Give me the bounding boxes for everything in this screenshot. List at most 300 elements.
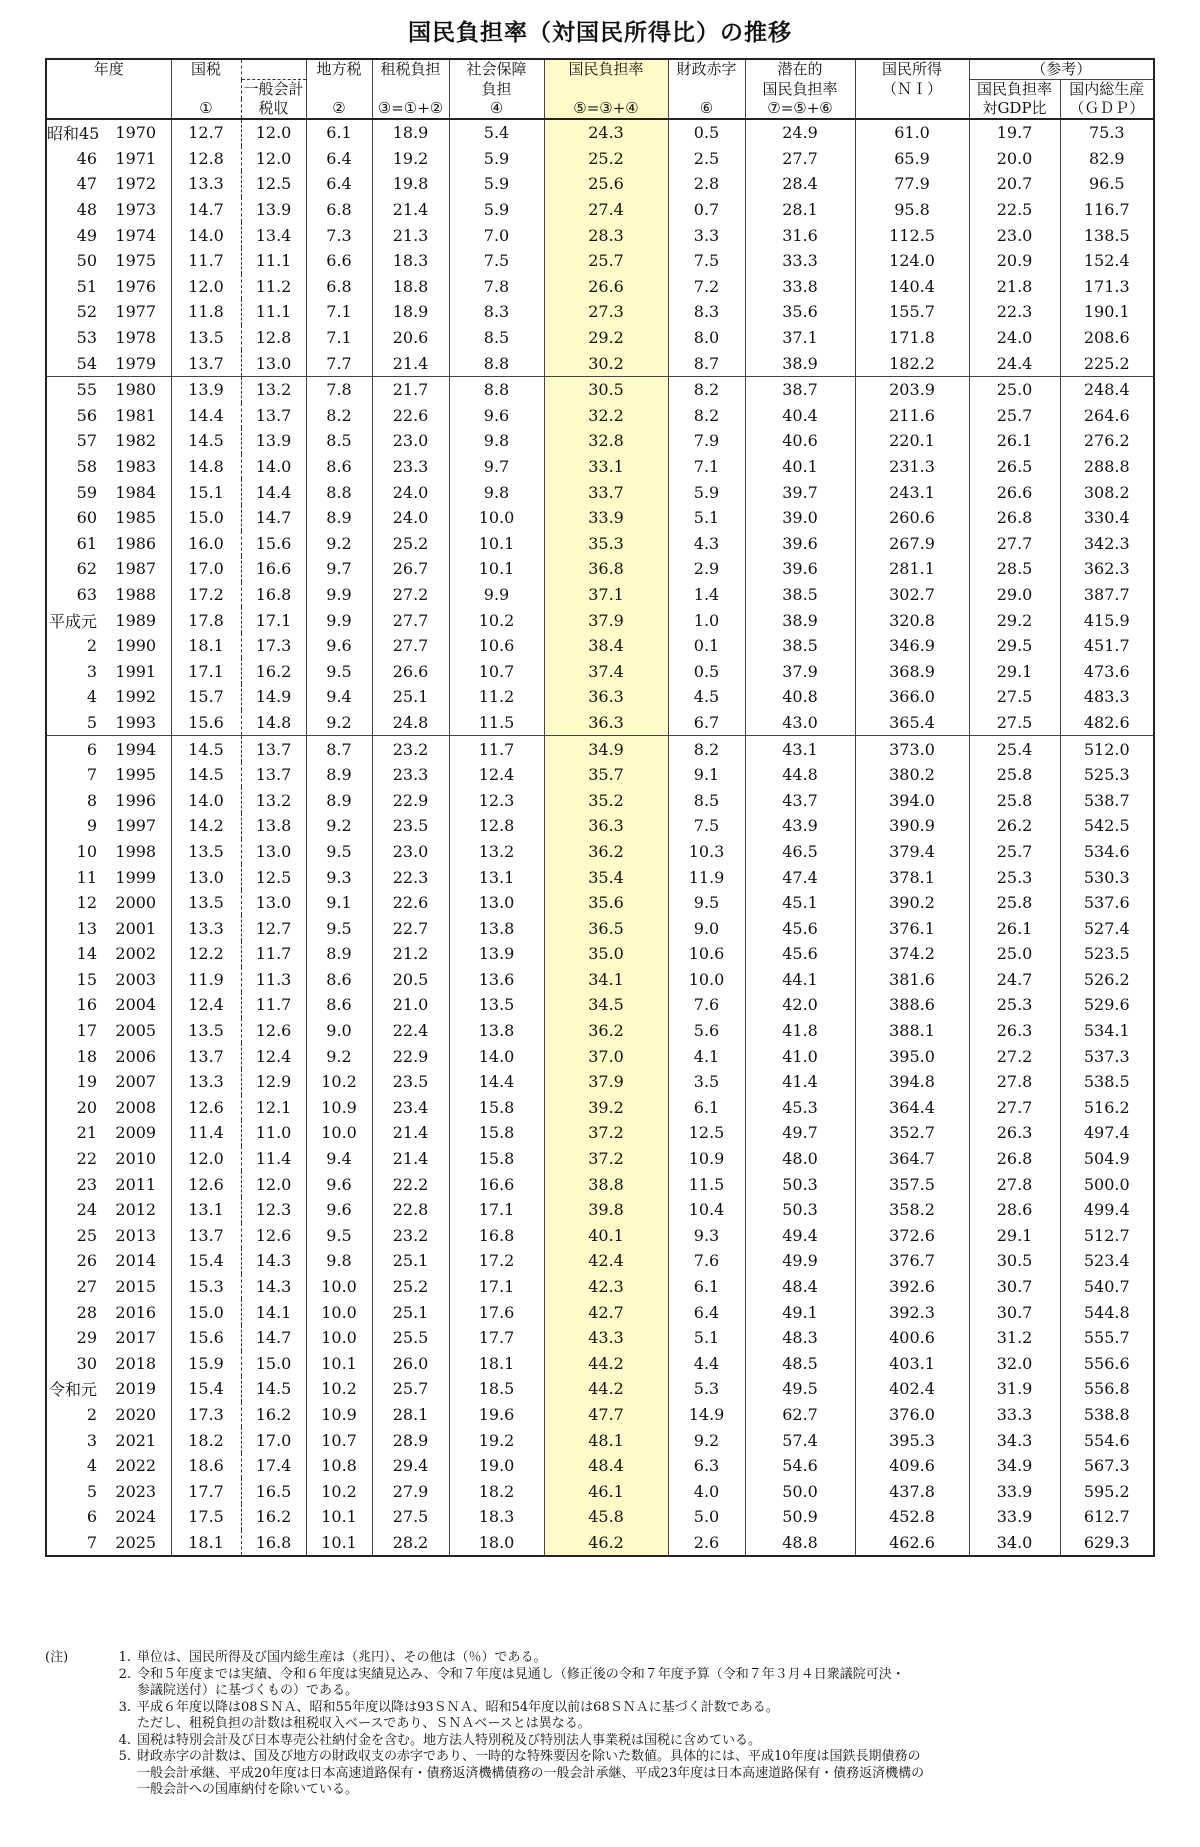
cell-gdp-ratio: 29.1 [969,1223,1060,1249]
cell-era: 50 [76,251,97,271]
cell-era: 4 [86,1456,97,1476]
cell-senzai: 39.0 [745,505,855,531]
cell-senzai: 35.6 [745,299,855,325]
cell-gdp: 525.3 [1060,762,1154,788]
cell-ni: 395.0 [855,1043,969,1069]
cell-era: 令和元 [48,1380,97,1400]
cell-chihozei: 7.7 [306,350,372,376]
cell-gdp-ratio: 25.3 [969,992,1060,1018]
cell-zaisei: 5.6 [668,1018,745,1044]
cell-ni: 388.1 [855,1018,969,1044]
cell-year: 1981 [115,405,157,425]
cell-year: 1977 [115,302,157,322]
table-row [46,813,1154,839]
cell-ni: 358.2 [855,1197,969,1223]
cell-kokuzei: 11.7 [171,248,241,274]
cell-ni: 378.1 [855,864,969,890]
cell-chihozei: 9.7 [306,556,372,582]
cell-year: 1971 [115,148,157,168]
cell-zaisei: 7.1 [668,454,745,480]
cell-sozei: 23.4 [372,1095,449,1121]
cell-senzai: 48.0 [745,1146,855,1172]
cell-gdp-ratio: 25.7 [969,403,1060,429]
cell-gdp-ratio: 27.8 [969,1171,1060,1197]
cell-shakai: 8.3 [449,299,544,325]
cell-sozei: 27.2 [372,582,449,608]
cell-chihozei: 10.8 [306,1453,372,1479]
cell-sozei: 25.1 [372,1248,449,1274]
cell-sozei: 21.4 [372,1120,449,1146]
cell-ippan: 13.0 [241,890,306,916]
cell-ippan: 14.5 [241,1376,306,1402]
cell-shakai: 15.8 [449,1146,544,1172]
cell-chihozei: 9.6 [306,633,372,659]
cell-senzai: 44.1 [745,967,855,993]
cell-gdp-ratio: 20.7 [969,171,1060,197]
cell-ippan: 13.2 [241,376,306,402]
cell-shakai: 7.8 [449,274,544,300]
cell-kokuzei: 12.2 [171,941,241,967]
cell-era: 29 [76,1328,97,1348]
cell-senzai: 37.9 [745,658,855,684]
cell-gdp: 556.8 [1060,1376,1154,1402]
cell-senzai: 50.3 [745,1171,855,1197]
cell-ni: 379.4 [855,839,969,865]
header-ippan-1: 一般会計 [241,80,306,100]
cell-year: 2021 [115,1430,157,1450]
cell-gdp-ratio: 34.9 [969,1453,1060,1479]
table-row [46,376,1154,402]
cell-ni: 220.1 [855,428,969,454]
cell-year: 2015 [115,1277,157,1297]
cell-shakai: 10.1 [449,556,544,582]
cell-year: 2010 [115,1149,157,1169]
cell-chihozei: 6.8 [306,274,372,300]
cell-ni: 388.6 [855,992,969,1018]
cell-era: 3 [86,661,97,681]
cell-sozei: 22.4 [372,1018,449,1044]
cell-ippan: 17.4 [241,1453,306,1479]
cell-year: 2013 [115,1225,157,1245]
cell-ippan: 11.0 [241,1120,306,1146]
cell-zaisei: 6.4 [668,1299,745,1325]
cell-chihozei: 9.2 [306,710,372,736]
cell-zaisei: 4.1 [668,1043,745,1069]
cell-senzai: 49.7 [745,1120,855,1146]
cell-senzai: 39.6 [745,531,855,557]
cell-sozei: 26.0 [372,1351,449,1377]
cell-ni: 380.2 [855,762,969,788]
cell-zaisei: 4.0 [668,1478,745,1504]
cell-senzai: 48.5 [745,1351,855,1377]
cell-shakai: 15.8 [449,1095,544,1121]
cell-gdp-ratio: 30.7 [969,1274,1060,1300]
cell-shakai: 13.6 [449,967,544,993]
cell-kokumin: 33.1 [544,454,668,480]
table-row [46,992,1154,1018]
cell-ni: 392.3 [855,1299,969,1325]
cell-kokuzei: 12.6 [171,1095,241,1121]
cell-kokuzei: 13.5 [171,1018,241,1044]
cell-gdp: 362.3 [1060,556,1154,582]
cell-year: 2020 [115,1404,157,1424]
cell-shakai: 11.7 [449,736,544,762]
cell-gdp: 595.2 [1060,1478,1154,1504]
header-kokuzei: 国税 [171,59,241,80]
cell-zaisei: 7.5 [668,813,745,839]
cell-gdp-ratio: 27.2 [969,1043,1060,1069]
cell-zaisei: 1.0 [668,607,745,633]
cell-ippan: 11.4 [241,1146,306,1172]
cell-sozei: 27.7 [372,633,449,659]
cell-ippan: 12.9 [241,1069,306,1095]
cell-senzai: 50.3 [745,1197,855,1223]
cell-sozei: 21.4 [372,350,449,376]
header-senzai-formula: ⑦=⑤+⑥ [745,99,855,119]
cell-era: 14 [76,944,97,964]
cell-sozei: 21.2 [372,941,449,967]
cell-zaisei: 10.3 [668,839,745,865]
cell-chihozei: 8.8 [306,479,372,505]
cell-chihozei: 9.4 [306,684,372,710]
cell-chihozei: 9.1 [306,890,372,916]
cell-zaisei: 6.3 [668,1453,745,1479]
cell-chihozei: 10.2 [306,1069,372,1095]
cell-kokumin: 32.2 [544,403,668,429]
cell-kokuzei: 17.7 [171,1478,241,1504]
cell-senzai: 49.4 [745,1223,855,1249]
cell-sozei: 24.0 [372,479,449,505]
cell-year: 2016 [115,1302,157,1322]
cell-era: 7 [86,1532,97,1552]
cell-era: 20 [76,1097,97,1117]
cell-senzai: 24.9 [745,119,855,146]
cell-chihozei: 10.0 [306,1299,372,1325]
cell-era: 57 [76,431,97,451]
cell-gdp: 415.9 [1060,607,1154,633]
cell-senzai: 54.6 [745,1453,855,1479]
table-row [46,1018,1154,1044]
cell-gdp-ratio: 34.0 [969,1530,1060,1557]
cell-ippan: 13.9 [241,428,306,454]
cell-ni: 320.8 [855,607,969,633]
cell-kokumin: 46.2 [544,1530,668,1557]
cell-ni: 346.9 [855,633,969,659]
cell-zaisei: 2.8 [668,171,745,197]
header-shakai-num: ④ [449,99,544,119]
cell-gdp: 523.5 [1060,941,1154,967]
cell-shakai: 9.6 [449,403,544,429]
cell-gdp-ratio: 25.7 [969,839,1060,865]
cell-senzai: 38.5 [745,633,855,659]
cell-era: 2 [86,1404,97,1424]
cell-ni: 140.4 [855,274,969,300]
footnote-text: 一般会計承継、平成20年度は日本高速道路保有・債務返済機構債務の一般会計承継、平成23年度は日本高速道路保有・債務返済機構の [137,1765,925,1781]
cell-kokumin: 39.2 [544,1095,668,1121]
cell-zaisei: 8.5 [668,787,745,813]
cell-year: 1992 [115,687,157,707]
cell-senzai: 38.5 [745,582,855,608]
cell-kokumin: 28.3 [544,222,668,248]
cell-ippan: 12.3 [241,1197,306,1223]
cell-sozei: 24.8 [372,710,449,736]
cell-gdp-ratio: 25.0 [969,376,1060,402]
cell-senzai: 39.6 [745,556,855,582]
cell-ippan: 16.6 [241,556,306,582]
cell-zaisei: 6.1 [668,1274,745,1300]
table-row [46,890,1154,916]
cell-gdp-ratio: 26.6 [969,479,1060,505]
cell-era: 59 [76,482,97,502]
cell-gdp-ratio: 30.5 [969,1248,1060,1274]
cell-sozei: 23.3 [372,454,449,480]
cell-gdp: 538.7 [1060,787,1154,813]
cell-chihozei: 7.1 [306,299,372,325]
cell-ni: 368.9 [855,658,969,684]
cell-senzai: 43.9 [745,813,855,839]
cell-era: 58 [76,457,97,477]
cell-kokumin: 34.1 [544,967,668,993]
cell-kokuzei: 14.2 [171,813,241,839]
cell-senzai: 41.4 [745,1069,855,1095]
cell-senzai: 28.1 [745,197,855,223]
cell-chihozei: 9.8 [306,1248,372,1274]
cell-gdp-ratio: 26.5 [969,454,1060,480]
cell-gdp: 523.4 [1060,1248,1154,1274]
cell-ni: 394.8 [855,1069,969,1095]
cell-senzai: 49.1 [745,1299,855,1325]
cell-ni: 462.6 [855,1530,969,1557]
cell-shakai: 15.8 [449,1120,544,1146]
cell-year: 1985 [115,508,157,528]
cell-ni: 302.7 [855,582,969,608]
cell-ippan: 13.7 [241,762,306,788]
cell-senzai: 45.3 [745,1095,855,1121]
cell-kokuzei: 13.3 [171,1069,241,1095]
cell-kokuzei: 15.6 [171,1325,241,1351]
cell-gdp-ratio: 24.0 [969,325,1060,351]
cell-ni: 376.1 [855,915,969,941]
cell-shakai: 8.8 [449,350,544,376]
table-row [46,350,1154,376]
cell-zaisei: 11.9 [668,864,745,890]
cell-kokumin: 25.2 [544,146,668,172]
cell-chihozei: 7.3 [306,222,372,248]
cell-era: 52 [76,302,97,322]
cell-senzai: 31.6 [745,222,855,248]
header-chihozei: 地方税 [306,59,372,80]
cell-sozei: 27.5 [372,1504,449,1530]
cell-shakai: 12.3 [449,787,544,813]
cell-zaisei: 12.5 [668,1120,745,1146]
cell-sozei: 25.2 [372,1274,449,1300]
cell-gdp: 556.6 [1060,1351,1154,1377]
cell-gdp: 537.3 [1060,1043,1154,1069]
cell-kokumin: 24.3 [544,119,668,146]
cell-zaisei: 5.3 [668,1376,745,1402]
cell-kokuzei: 13.5 [171,839,241,865]
table-row [46,1402,1154,1428]
cell-chihozei: 8.2 [306,403,372,429]
cell-gdp-ratio: 27.5 [969,710,1060,736]
table-row [46,1274,1154,1300]
cell-ippan: 17.0 [241,1427,306,1453]
table-row [46,1095,1154,1121]
cell-gdp-ratio: 29.1 [969,658,1060,684]
cell-kokumin: 38.4 [544,633,668,659]
cell-sozei: 23.3 [372,762,449,788]
cell-chihozei: 10.0 [306,1274,372,1300]
cell-era: 24 [76,1200,97,1220]
cell-kokumin: 35.6 [544,890,668,916]
cell-ni: 171.8 [855,325,969,351]
cell-gdp-ratio: 29.0 [969,582,1060,608]
cell-year: 1980 [101,376,171,402]
cell-shakai: 18.0 [449,1530,544,1557]
cell-ippan: 12.1 [241,1095,306,1121]
cell-zaisei: 4.4 [668,1351,745,1377]
cell-shakai: 17.6 [449,1299,544,1325]
cell-chihozei: 8.6 [306,967,372,993]
cell-senzai: 38.9 [745,350,855,376]
cell-gdp-ratio: 21.8 [969,274,1060,300]
cell-sozei: 18.9 [372,119,449,146]
cell-chihozei: 9.6 [306,1197,372,1223]
cell-zaisei: 9.0 [668,915,745,941]
cell-chihozei: 6.6 [306,248,372,274]
cell-gdp: 629.3 [1060,1530,1154,1557]
header-ippan-2: 税収 [241,99,306,119]
cell-sozei: 25.1 [372,1299,449,1325]
cell-kokuzei: 11.9 [171,967,241,993]
cell-shakai: 19.6 [449,1402,544,1428]
cell-gdp-ratio: 25.8 [969,762,1060,788]
cell-gdp: 526.2 [1060,967,1154,993]
cell-gdp-ratio: 25.8 [969,890,1060,916]
cell-shakai: 7.5 [449,248,544,274]
cell-year: 2007 [115,1072,157,1092]
cell-kokumin: 48.1 [544,1427,668,1453]
table-row [46,197,1154,223]
cell-ippan: 14.8 [241,710,306,736]
cell-zaisei: 11.5 [668,1171,745,1197]
cell-chihozei: 6.4 [306,146,372,172]
cell-ippan: 12.7 [241,915,306,941]
table-body [46,119,1154,1556]
cell-shakai: 12.4 [449,762,544,788]
cell-kokuzei: 12.7 [171,119,241,146]
cell-kokuzei: 13.7 [171,1223,241,1249]
cell-year: 2012 [115,1200,157,1220]
cell-kokumin: 42.4 [544,1248,668,1274]
cell-shakai: 8.8 [449,376,544,402]
cell-sozei: 25.1 [372,684,449,710]
cell-era: 17 [76,1021,97,1041]
cell-zaisei: 0.5 [668,119,745,146]
cell-era: 60 [76,508,97,528]
table-row [46,1478,1154,1504]
cell-chihozei: 8.6 [306,454,372,480]
cell-gdp-ratio: 34.3 [969,1427,1060,1453]
cell-sozei: 26.6 [372,658,449,684]
cell-ippan: 16.5 [241,1478,306,1504]
cell-year: 1988 [115,584,157,604]
cell-gdp-ratio: 20.0 [969,146,1060,172]
footnote-text: 一般会計への国庫納付を除いている。 [137,1782,359,1797]
cell-chihozei: 9.2 [306,531,372,557]
cell-ni: 95.8 [855,197,969,223]
cell-era: 12 [76,893,97,913]
footnote-item [45,1733,1155,1750]
cell-shakai: 10.6 [449,633,544,659]
cell-senzai: 38.7 [745,376,855,402]
cell-year: 1978 [115,328,157,348]
cell-shakai: 13.1 [449,864,544,890]
cell-gdp: 116.7 [1060,197,1154,223]
cell-ni: 243.1 [855,479,969,505]
cell-ippan: 16.2 [241,1504,306,1530]
cell-ippan: 11.1 [241,248,306,274]
cell-zaisei: 8.0 [668,325,745,351]
cell-kokuzei: 13.5 [171,325,241,351]
cell-era: 48 [76,200,97,220]
cell-gdp: 152.4 [1060,248,1154,274]
cell-zaisei: 2.6 [668,1530,745,1557]
cell-chihozei: 10.2 [306,1478,372,1504]
cell-era: 26 [76,1251,97,1271]
cell-gdp: 529.6 [1060,992,1154,1018]
cell-ni: 211.6 [855,403,969,429]
cell-gdp: 567.3 [1060,1453,1154,1479]
table-row [46,684,1154,710]
cell-kokumin: 46.1 [544,1478,668,1504]
table-row [46,607,1154,633]
footnote-text: 財政赤字の計数は、国及び地方の財政収支の赤字であり、一時的な特殊要因を除いた数値。具体的には、平成10年度は国鉄長期債務の [137,1749,921,1764]
cell-ni: 365.4 [855,710,969,736]
cell-gdp-ratio: 31.2 [969,1325,1060,1351]
cell-gdp-ratio: 25.3 [969,864,1060,890]
cell-ippan: 15.0 [241,1351,306,1377]
cell-kokuzei: 15.3 [171,1274,241,1300]
header-kokuzei-num: ① [171,99,241,119]
cell-gdp-ratio: 27.5 [969,684,1060,710]
table-row [46,403,1154,429]
cell-ippan: 13.2 [241,787,306,813]
cell-gdp-ratio: 28.5 [969,556,1060,582]
cell-kokuzei: 15.4 [171,1248,241,1274]
cell-shakai: 5.9 [449,197,544,223]
cell-kokumin: 26.6 [544,274,668,300]
cell-chihozei: 9.3 [306,864,372,890]
cell-year: 2018 [115,1353,157,1373]
cell-kokumin: 42.3 [544,1274,668,1300]
cell-era: 10 [76,841,97,861]
cell-shakai: 16.6 [449,1171,544,1197]
cell-chihozei: 10.1 [306,1351,372,1377]
table-row [46,1504,1154,1530]
cell-ippan: 16.2 [241,1402,306,1428]
cell-kokuzei: 13.9 [171,376,241,402]
header-year: 年度 [93,60,124,78]
cell-sozei: 18.9 [372,299,449,325]
cell-senzai: 48.4 [745,1274,855,1300]
cell-era: 25 [76,1225,97,1245]
cell-sozei: 23.5 [372,813,449,839]
cell-year: 1995 [115,765,157,785]
cell-kokumin: 38.8 [544,1171,668,1197]
cell-kokuzei: 16.0 [171,531,241,557]
cell-kokuzei: 14.7 [171,197,241,223]
